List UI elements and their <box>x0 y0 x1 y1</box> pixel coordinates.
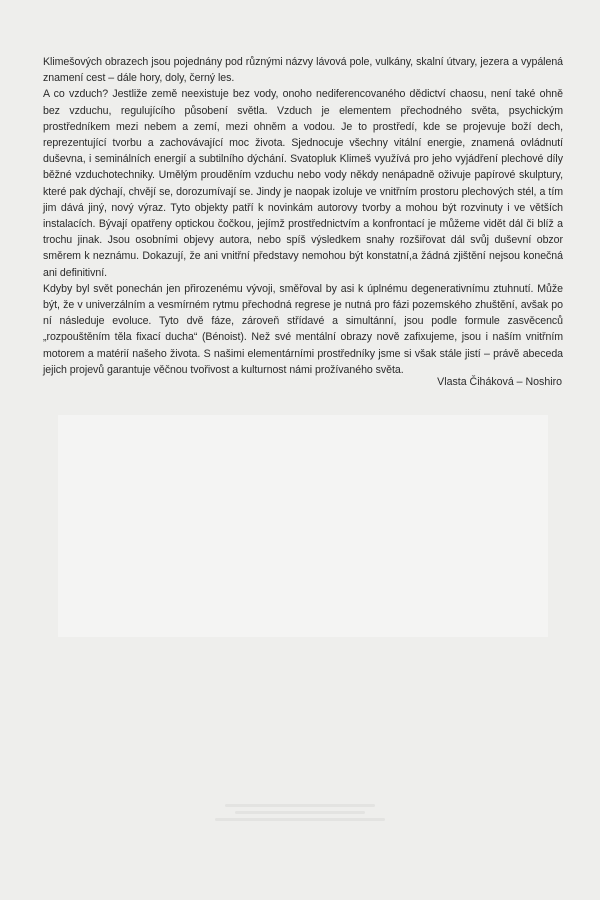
faint-line <box>235 811 365 814</box>
faint-line <box>215 818 385 821</box>
body-text <box>43 54 563 378</box>
paragraph-1: Klimešových obrazech jsou pojednány pod různými názvy lávová pole, vulkány, skalní útvary, jezera a vypálená znamení cest – dále hory, doly, černý les. <box>43 56 563 85</box>
faint-line <box>225 804 375 807</box>
author-signature: Vlasta Čiháková – Noshiro <box>437 376 562 388</box>
paragraph-3: Kdyby byl svět ponechán jen přirozenému vývoji, směřoval by asi k úplnému degenerativnímu ztuhnutí. Může být, že v univerzálním a vesmírném rytmu přechodná regrese je nutná pro fázi pozemského zhuštění, avšak po ní následuje evoluce. Tyto dvě fáze, zároveň střídavé a simultánní, jsou podle formule zasvěcenců „rozpouštěním těla fixací ducha“ (Bénoist). Než své mentální obrazy nově zafixujeme, jsou i naším vnitřním motorem a matérií našeho života. S našimi elementárními prostředníky jsme si však stále jistí – právě abeceda jejich projevů garantuje věčnou tvořivost a kulturnost námi prožívaného světa. <box>43 282 563 376</box>
faint-footer-imprint <box>200 800 400 836</box>
paragraph-2: A co vzduch? Jestliže země neexistuje bez vody, onoho nediferencovaného dědictví chaosu, není také ohně bez vzduchu, regulujícího působení světla. Vzduch je elementem přechodného světa, psychickým prostředníkem mezi nebem a zemí, mezi ohněm a vodou. Je to prostředí, kde se projevuje boží dech, reprezentující tvorbu a zachovávající moc života. Sjednocuje všechny vitální energie, znamená ovládnutí duševna, i seminálních energií a subtilního dýchání. Svatopluk Klimeš využívá pro jeho vyjádření plechové díly běžné vzduchotechniky. Umělým prouděním vzduchu nebo vody někdy nenápadně oživuje papírové skulptury, které pak dýchají, chvějí se, dorozumívají se. Jindy je naopak izoluje ve vnitřním prostoru plechových stél, a tím jim dává jiný, nový výraz. Tyto objekty patří k novinkám autorovy tvorby a mohou být rozvinuty i ve větších instalacích. Bývají opatřeny optickou čočkou, jejímž prostřednictvím a konfrontací je můžeme vidět dál či blíž a trochu jinak. Jsou osobními objevy autora, nebo spíš výsledkem snahy rozšiřovat dál svůj duševní obzor směrem k neznámu. Dokazují, že ani vnitřní představy nemohou být konstatní,a žádná zjištění nejsou konečná ani definitivní. <box>43 88 563 279</box>
blank-image-area <box>58 415 548 637</box>
